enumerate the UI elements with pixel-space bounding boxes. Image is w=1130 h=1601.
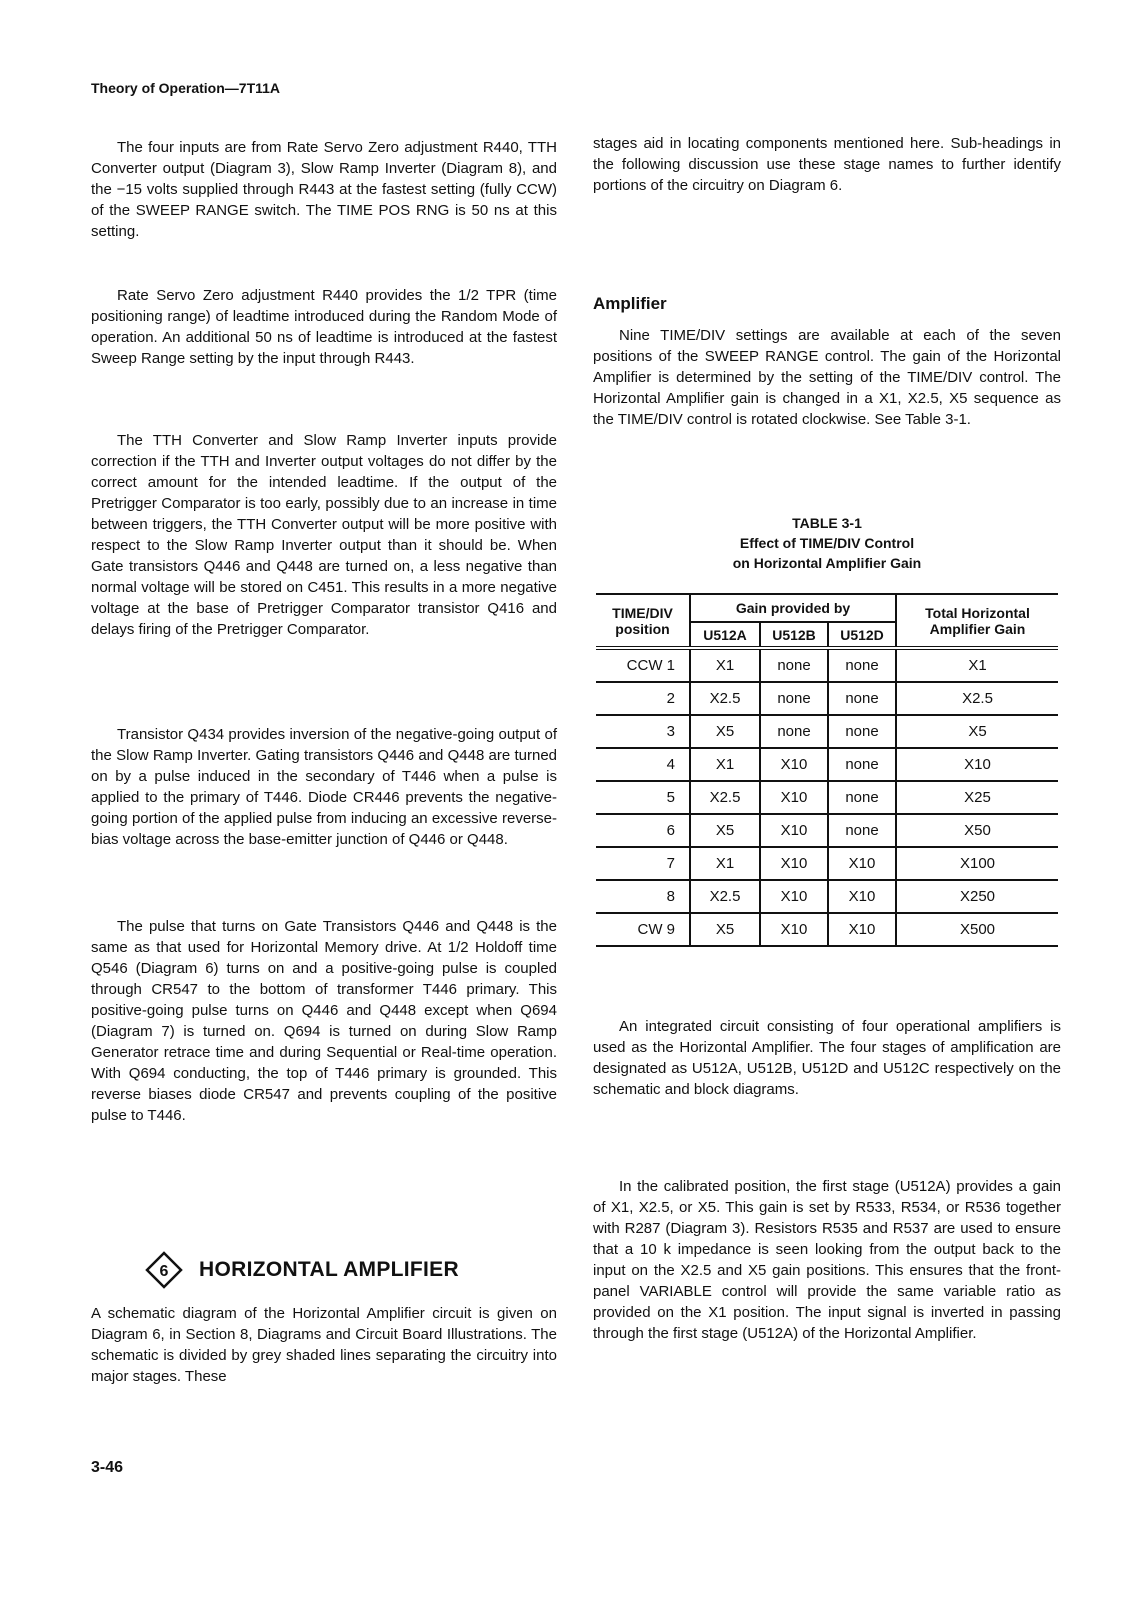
right-paragraph-2: Nine TIME/DIV settings are available at each of the seven positions of the SWEEP RANGE control. The gain of the Horizontal Amplifier is determined by the setting of the TIME/DIV control. The Horizontal Amplifier gain is changed in a X1, X2.5, X5 sequence as the TIME/DIV control is rotated clockwise. See Table 3-1. bbox=[593, 327, 1061, 428]
table-caption-line-1: Effect of TIME/DIV Control bbox=[739, 535, 915, 551]
cell-u512b: X10 bbox=[760, 847, 828, 880]
cell-u512b: X10 bbox=[760, 781, 828, 814]
cell-u512a: X5 bbox=[690, 814, 760, 847]
cell-u512d: X10 bbox=[828, 847, 896, 880]
cell-position: 4 bbox=[596, 748, 690, 781]
left-paragraph-6: A schematic diagram of the Horizontal Amplifier circuit is given on Diagram 6, in Section 8, Diagrams and Circuit Board Illustrations. The schematic is divided by grey shaded lines separating the circuitry into major stages. These bbox=[91, 1305, 557, 1385]
amplifier-heading: Amplifier bbox=[593, 294, 667, 313]
table-caption bbox=[593, 513, 1061, 573]
cell-u512a: X1 bbox=[690, 847, 760, 880]
cell-position: 7 bbox=[596, 847, 690, 880]
cell-u512a: X1 bbox=[690, 748, 760, 781]
cell-u512b: X10 bbox=[760, 880, 828, 913]
table-caption-number: TABLE 3-1 bbox=[792, 515, 862, 531]
table-row bbox=[596, 847, 1058, 880]
cell-position: 3 bbox=[596, 715, 690, 748]
table-row bbox=[596, 682, 1058, 715]
cell-total-gain: X5 bbox=[896, 715, 1058, 748]
cell-u512a: X2.5 bbox=[690, 880, 760, 913]
cell-u512b: none bbox=[760, 682, 828, 715]
table-row bbox=[596, 781, 1058, 814]
cell-u512d: none bbox=[828, 715, 896, 748]
header-u512a: U512A bbox=[690, 622, 760, 648]
cell-u512d: none bbox=[828, 748, 896, 781]
gain-table bbox=[596, 593, 1058, 947]
cell-u512a: X2.5 bbox=[690, 682, 760, 715]
left-paragraph-1: The four inputs are from Rate Servo Zero adjustment R440, TTH Converter output (Diagram 3), Slow Ramp Inverter (Diagram 8), and the −15 volts supplied through R443 at the fastest setting (fully CCW) of the SWEEP RANGE switch. The TIME POS RNG is 50 ns at this setting. bbox=[91, 139, 557, 240]
cell-position: 8 bbox=[596, 880, 690, 913]
left-paragraph-5: The pulse that turns on Gate Transistors Q446 and Q448 is the same as that used for Horizontal Memory drive. At 1/2 Holdoff time Q546 (Diagram 6) turns on and a positive-going pulse is coupled through CR547 to the bottom of transformer T446 primary. This positive-going pulse turns on Q446 and Q448 except when Q694 (Diagram 7) is turned on. Q694 is turned on during Slow Ramp Generator retrace time and during Sequential or Real-time operation. With Q694 conducting, the top of T446 primary is grounded. This reverse biases diode CR547 and prevents coupling of the positive pulse to T446. bbox=[91, 918, 557, 1124]
cell-u512d: X10 bbox=[828, 913, 896, 946]
cell-u512b: none bbox=[760, 648, 828, 682]
cell-u512d: X10 bbox=[828, 880, 896, 913]
cell-u512b: none bbox=[760, 715, 828, 748]
table-row bbox=[596, 715, 1058, 748]
cell-total-gain: X10 bbox=[896, 748, 1058, 781]
cell-u512d: none bbox=[828, 682, 896, 715]
table-caption-line-2: on Horizontal Amplifier Gain bbox=[732, 555, 922, 571]
cell-u512a: X5 bbox=[690, 913, 760, 946]
cell-total-gain: X25 bbox=[896, 781, 1058, 814]
cell-total-gain: X50 bbox=[896, 814, 1058, 847]
diamond-section-icon bbox=[145, 1251, 183, 1289]
cell-position: 6 bbox=[596, 814, 690, 847]
page-number: 3-46 bbox=[91, 1459, 124, 1476]
cell-total-gain: X250 bbox=[896, 880, 1058, 913]
table-row bbox=[596, 748, 1058, 781]
table-row bbox=[596, 880, 1058, 913]
right-paragraph-4: In the calibrated position, the first stage (U512A) provides a gain of X1, X2.5, or X5. This gain is set by R533, R534, or R536 together with R287 (Diagram 3). Resistors R535 and R537 are used to ensure that a 10 k impedance is seen looking from the output back to the input on the X2.5 and X5 gain positions. This ensures that the front-panel VARIABLE control will provide the same variable ratio as provided on the X1 position. The input signal is inverted in passing through the first stage (U512A) of the Horizontal Amplifier. bbox=[593, 1178, 1061, 1342]
section-heading bbox=[145, 1251, 459, 1289]
cell-u512d: none bbox=[828, 781, 896, 814]
cell-u512b: X10 bbox=[760, 748, 828, 781]
cell-position: 5 bbox=[596, 781, 690, 814]
cell-position: CW 9 bbox=[596, 913, 690, 946]
cell-position: 2 bbox=[596, 682, 690, 715]
header-position: TIME/DIV position bbox=[596, 594, 690, 648]
cell-total-gain: X2.5 bbox=[896, 682, 1058, 715]
header-u512b: U512B bbox=[760, 622, 828, 648]
right-paragraph-3: An integrated circuit consisting of four operational amplifiers is used as the Horizontal Amplifier. The four stages of amplification are designated as U512A, U512B, U512D and U512C respectively on the schematic and block diagrams. bbox=[593, 1018, 1061, 1098]
cell-position: CCW 1 bbox=[596, 648, 690, 682]
header-u512d: U512D bbox=[828, 622, 896, 648]
cell-total-gain: X1 bbox=[896, 648, 1058, 682]
cell-u512b: X10 bbox=[760, 913, 828, 946]
table-row bbox=[596, 913, 1058, 946]
cell-u512d: none bbox=[828, 648, 896, 682]
cell-u512b: X10 bbox=[760, 814, 828, 847]
running-head: Theory of Operation—7T11A bbox=[91, 80, 281, 96]
cell-u512a: X5 bbox=[690, 715, 760, 748]
table-row bbox=[596, 814, 1058, 847]
left-paragraph-2: Rate Servo Zero adjustment R440 provides the 1/2 TPR (time positioning range) of leadtime introduced during the Random Mode of operation. An additional 50 ns of leadtime is introduced at the fastest Sweep Range setting by the input through R443. bbox=[91, 287, 557, 367]
cell-u512a: X2.5 bbox=[690, 781, 760, 814]
left-paragraph-4: Transistor Q434 provides inversion of the negative-going output of the Slow Ramp Inverter. Gating transistors Q446 and Q448 are turned on by a pulse induced in the secondary of T446 when a pulse is applied to the primary of T446. Diode CR446 prevents the negative-going portion of the applied pulse from inducing an excessive reverse-bias voltage across the base-emitter junction of Q446 or Q448. bbox=[91, 726, 557, 848]
left-paragraph-3: The TTH Converter and Slow Ramp Inverter inputs provide correction if the TTH and Inverter output voltages do not differ by the correct amount for the intended leadtime. If the output of the Pretrigger Comparator is too early, possibly due to an increase in time between triggers, the TTH Converter output will be more positive with respect to the Slow Ramp Inverter output than it should be. When Gate transistors Q446 and Q448 are turned on, a less negative than normal voltage will be stored on C451. This results in a more negative voltage at the base of Pretrigger Comparator transistor Q416 and delays firing of the Pretrigger Comparator. bbox=[91, 432, 557, 638]
cell-total-gain: X100 bbox=[896, 847, 1058, 880]
cell-u512d: none bbox=[828, 814, 896, 847]
header-total-gain: Total Horizontal Amplifier Gain bbox=[896, 594, 1058, 648]
section-title: HORIZONTAL AMPLIFIER bbox=[199, 1258, 459, 1281]
section-number: 6 bbox=[159, 1263, 169, 1280]
table-row bbox=[596, 648, 1058, 682]
cell-total-gain: X500 bbox=[896, 913, 1058, 946]
right-paragraph-1: stages aid in locating components mentioned here. Sub-headings in the following discussion use these stage names to further identify portions of the circuitry on Diagram 6. bbox=[593, 135, 1061, 194]
cell-u512a: X1 bbox=[690, 648, 760, 682]
gain-table-body bbox=[596, 648, 1058, 946]
header-gain-provided: Gain provided by bbox=[690, 594, 896, 622]
